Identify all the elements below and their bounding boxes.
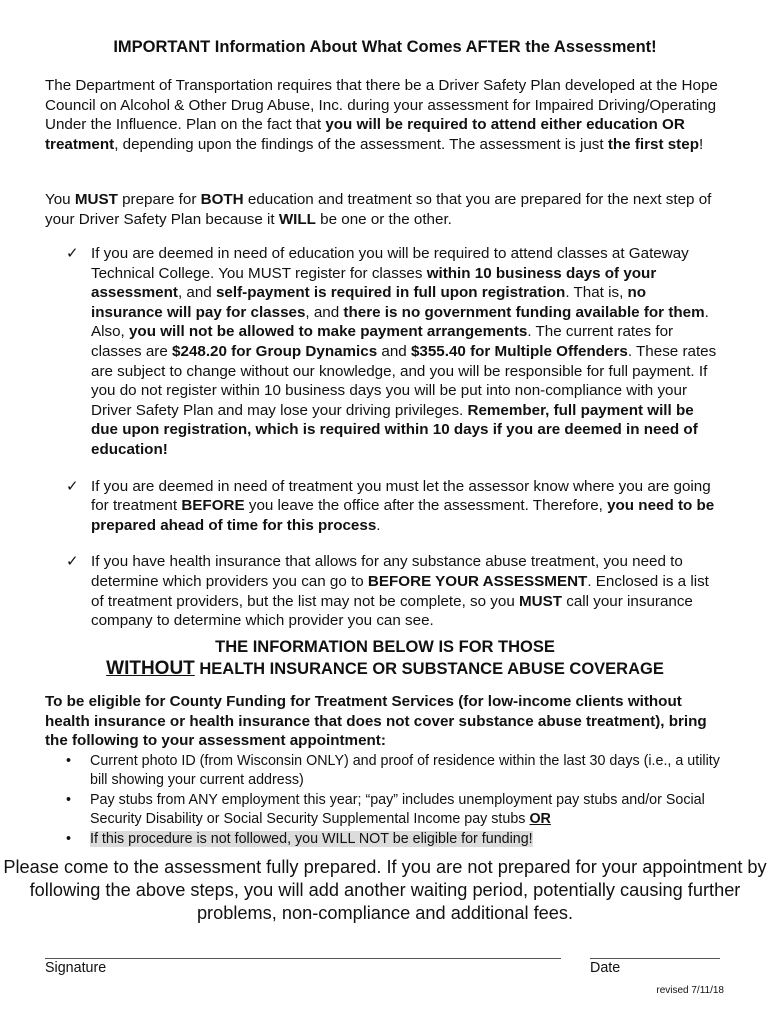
list-item-or: OR bbox=[529, 811, 551, 827]
list-item-text: Current photo ID (from Wisconsin ONLY) and proof of residence within the last 30 days (i.e., a utility bill showing your current address) bbox=[90, 753, 720, 788]
check-bold: MUST bbox=[519, 592, 563, 610]
check-bold: BEFORE YOUR ASSESSMENT bbox=[367, 572, 588, 590]
prepare-bold: WILL bbox=[278, 210, 316, 228]
revision-date: revised 7/11/18 bbox=[656, 985, 724, 996]
check-text: . bbox=[376, 516, 381, 534]
notice-line2 bbox=[0, 658, 770, 680]
check-item-education bbox=[66, 244, 720, 460]
bullet-icon: • bbox=[66, 753, 72, 769]
check-text: and bbox=[377, 342, 411, 360]
check-text: If you are deemed in need of treatment you must let the assessor know where you are going for treatment bbox=[91, 477, 711, 515]
checkmark-icon: ✓ bbox=[66, 245, 79, 262]
list-item-text: Pay stubs from ANY employment this year; “pay” includes unemployment pay stubs and/or Social Security Disability or Social Security Supplemental Income pay stubs bbox=[90, 792, 705, 827]
closing-paragraph: Please come to the assessment fully prepared. If you are not prepared for your appointment by following the above steps, you will add another waiting period, potentially causing further problems, non-compliance and additional fees. bbox=[3, 857, 767, 923]
eligibility-paragraph: To be eligible for County Funding for Treatment Services (for low-income clients without health insurance or health insurance that does not cover substance abuse treatment), bring the following to your assessment appointment: bbox=[45, 693, 707, 750]
page-title: IMPORTANT Information About What Comes AFTER the Assessment! bbox=[113, 38, 657, 56]
check-bold: Remember, full payment will be due upon registration, which is required within 10 days if you are deemed in need of education! bbox=[91, 401, 698, 458]
list-item bbox=[66, 752, 722, 790]
intro-text: ! bbox=[698, 135, 704, 153]
intro-bold: the first step bbox=[607, 135, 699, 153]
checkmark-icon: ✓ bbox=[66, 477, 79, 495]
check-text: If you are deemed in need of education you will be required to attend classes at Gateway Technical College. You MUST register for classes bbox=[91, 245, 689, 282]
checkmark-icon: ✓ bbox=[66, 553, 79, 571]
check-bold: within 10 business days of your assessment bbox=[91, 264, 657, 302]
intro-text: The Department of Transportation requires that there be a Driver Safety Plan developed at the Hope Council on Alcohol & Other Drug Abuse, Inc. during your assessment for Impaired Driving/Operating Under the Influence. Plan on the fact that bbox=[45, 77, 718, 134]
date-label: Date bbox=[590, 960, 621, 976]
list-item bbox=[66, 791, 722, 829]
prepare-bold: MUST bbox=[74, 191, 118, 208]
checklist bbox=[66, 244, 720, 648]
check-text: you leave the office after the assessment. Therefore, bbox=[244, 497, 608, 515]
check-text: . These rates are subject to change without our knowledge, and you will be responsible for full payment. If you do not register within 10 business days you will be put into non-compliance with your Driver Safety Plan and may lose your driving privileges. bbox=[91, 342, 717, 419]
check-bold: you will not be allowed to make payment arrangements bbox=[128, 323, 528, 341]
prepare-paragraph bbox=[45, 190, 720, 229]
check-text: . That is, bbox=[565, 284, 628, 302]
requirements-list bbox=[66, 752, 722, 850]
intro-bold: you will be required to attend either education OR treatment bbox=[45, 116, 685, 153]
check-text: . The current rates for classes are bbox=[91, 323, 674, 360]
check-text: . Enclosed is a list of treatment providers, but the list may not be complete, so you bbox=[91, 572, 709, 610]
check-bold: BEFORE bbox=[181, 497, 245, 515]
check-bold: $355.40 for Multiple Offenders bbox=[410, 342, 628, 360]
prepare-text: prepare for bbox=[117, 191, 201, 208]
check-bold: there is no government funding available for them bbox=[343, 303, 705, 321]
notice-without: WITHOUT bbox=[106, 658, 195, 679]
prepare-text: education and treatment so that you are prepared for the next step of your Driver Safety Plan because it bbox=[45, 191, 712, 228]
check-bold: self-payment is required in full upon registration bbox=[215, 284, 566, 302]
prepare-text: You bbox=[45, 191, 75, 208]
signature-label: Signature bbox=[45, 960, 107, 976]
check-text: , and bbox=[305, 303, 344, 321]
intro-text: , depending upon the findings of the assessment. The assessment is just bbox=[114, 135, 608, 153]
check-text: , and bbox=[177, 284, 216, 302]
intro-paragraph bbox=[45, 76, 720, 154]
check-text: . Also, bbox=[91, 303, 709, 341]
check-text: If you have health insurance that allows for any substance abuse treatment, you need to determine which providers you can go to bbox=[91, 553, 683, 590]
list-item-highlighted: If this procedure is not followed, you WILL NOT be eligible for funding! bbox=[90, 831, 533, 847]
signature-line bbox=[45, 958, 561, 959]
bullet-icon: • bbox=[66, 831, 72, 847]
bullet-icon: • bbox=[66, 792, 72, 808]
check-text: call your insurance company to determine which provider you can see. bbox=[91, 592, 693, 630]
date-line bbox=[590, 958, 720, 959]
notice-line1: THE INFORMATION BELOW IS FOR THOSE bbox=[215, 638, 555, 656]
no-insurance-heading bbox=[0, 637, 770, 680]
check-item-insurance bbox=[66, 552, 720, 630]
check-bold: you need to be prepared ahead of time for this process bbox=[91, 497, 715, 534]
check-bold: $248.20 for Group Dynamics bbox=[172, 342, 378, 360]
prepare-bold: BOTH bbox=[200, 191, 244, 208]
list-item bbox=[66, 830, 722, 849]
notice-rest: HEALTH INSURANCE OR SUBSTANCE ABUSE COVERAGE bbox=[194, 660, 664, 678]
check-item-treatment bbox=[66, 477, 720, 536]
prepare-text: be one or the other. bbox=[315, 210, 452, 228]
check-bold: no insurance will pay for classes bbox=[91, 284, 647, 321]
